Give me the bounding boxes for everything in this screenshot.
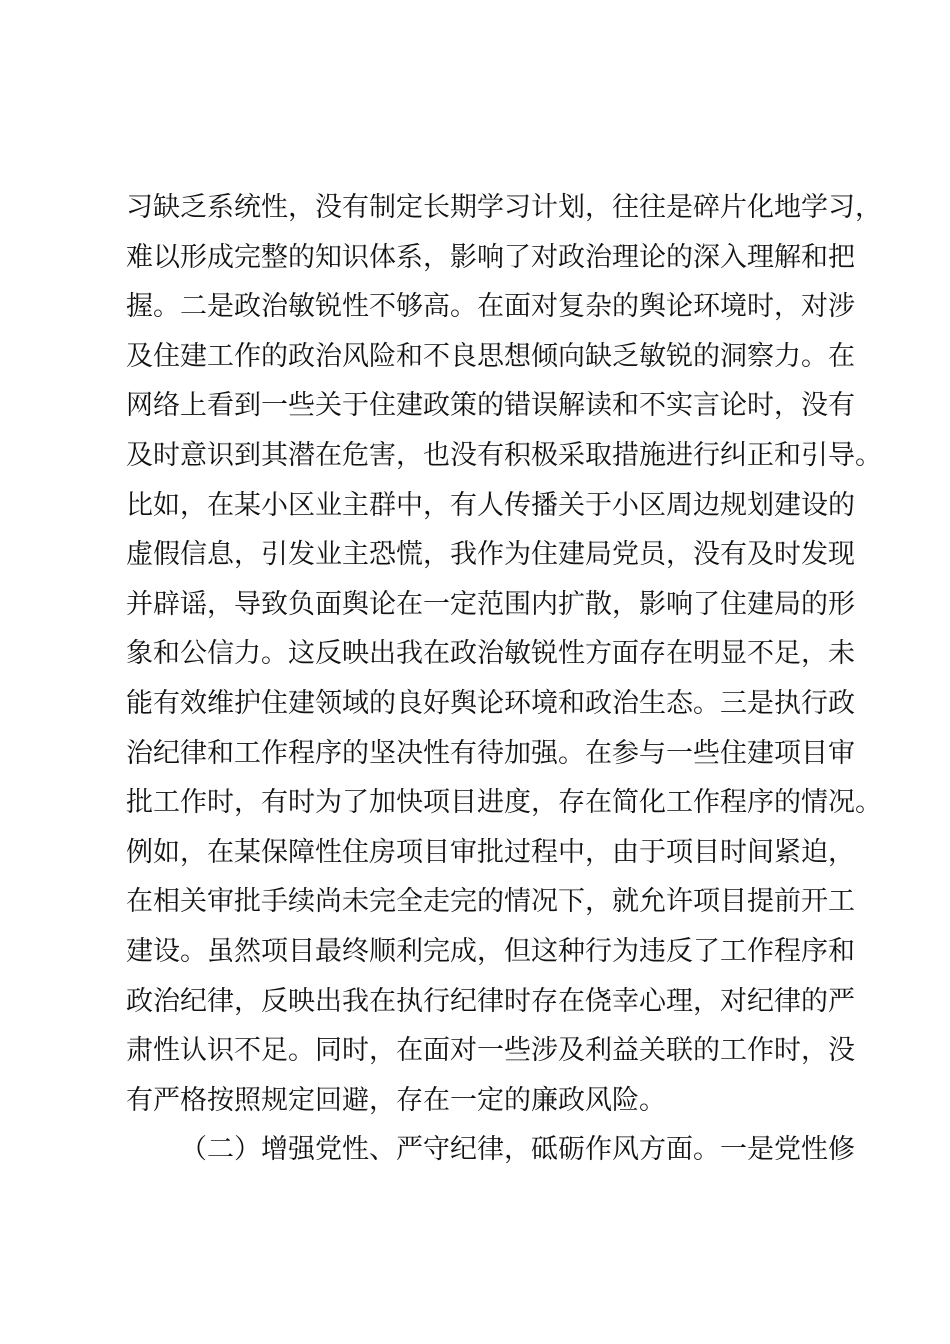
- text-line: 在相关审批手续尚未完全走完的情况下，就允许项目提前开工: [126, 886, 855, 918]
- body-text: [126, 183, 882, 1175]
- text-line: 网络上看到一些关于住建政策的错误解读和不实言论时，没有: [126, 390, 855, 422]
- text-line: 例如，在某保障性住房项目审批过程中，由于项目时间紧迫，: [126, 836, 855, 868]
- text-line: 象和公信力。这反映出我在政治敏锐性方面存在明显不足，未: [126, 638, 855, 670]
- text-line: 政治纪律，反映出我在执行纪律时存在侥幸心理，对纪律的严: [126, 985, 855, 1017]
- text-line: 及时意识到其潜在危害，也没有积极采取措施进行纠正和引导。: [126, 439, 882, 471]
- text-line: 及住建工作的政治风险和不良思想倾向缺乏敏锐的洞察力。在: [126, 340, 855, 372]
- text-line: 握。二是政治敏锐性不够高。在面对复杂的舆论环境时，对涉: [126, 291, 855, 323]
- text-line: 比如，在某小区业主群中，有人传播关于小区周边规划建设的: [126, 489, 855, 521]
- text-line: 批工作时，有时为了加快项目进度，存在简化工作程序的情况。: [126, 787, 882, 819]
- text-line: 习缺乏系统性，没有制定长期学习计划，往往是碎片化地学习，: [126, 192, 882, 223]
- text-line: 虚假信息，引发业主恐慌，我作为住建局党员，没有及时发现: [126, 539, 855, 571]
- section-heading-line: （二）增强党性、严守纪律，砥砺作风方面。一是党性修: [180, 1134, 855, 1166]
- text-line: 建设。虽然项目最终顺利完成，但这种行为违反了工作程序和: [126, 935, 855, 967]
- text-line: 能有效维护住建领域的良好舆论环境和政治生态。三是执行政: [126, 687, 855, 719]
- text-line: 有严格按照规定回避，存在一定的廉政风险。: [126, 1084, 666, 1116]
- text-line: 治纪律和工作程序的坚决性有待加强。在参与一些住建项目审: [126, 737, 855, 769]
- text-line: 肃性认识不足。同时，在面对一些涉及利益关联的工作时，没: [126, 1035, 855, 1067]
- text-line: 并辟谣，导致负面舆论在一定范围内扩散，影响了住建局的形: [126, 588, 855, 620]
- text-line: 难以形成完整的知识体系，影响了对政治理论的深入理解和把: [126, 241, 855, 273]
